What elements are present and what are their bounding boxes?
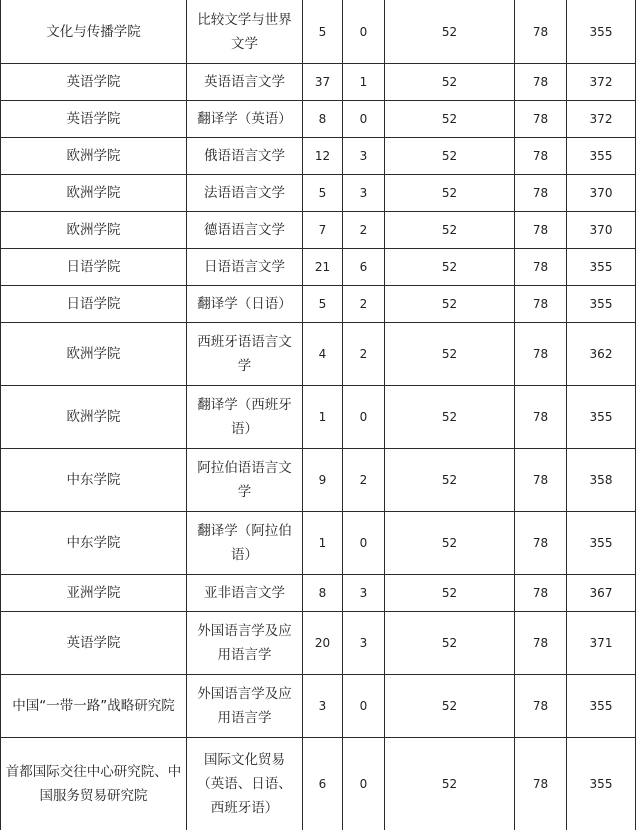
table-row — [1, 386, 636, 449]
major-cell: 德语语言文学 — [187, 212, 303, 249]
school-cell: 英语学院 — [1, 101, 187, 138]
school-cell: 中东学院 — [1, 449, 187, 512]
line-a-cell: 52 — [385, 249, 515, 286]
table-row — [1, 175, 636, 212]
other-cell: 0 — [343, 512, 385, 575]
school-cell: 欧洲学院 — [1, 386, 187, 449]
line-b-cell: 78 — [515, 386, 567, 449]
school-cell: 英语学院 — [1, 64, 187, 101]
enrolled-cell: 4 — [303, 323, 343, 386]
other-cell: 3 — [343, 138, 385, 175]
table-body — [1, 0, 636, 830]
other-cell: 1 — [343, 64, 385, 101]
enrolled-cell: 8 — [303, 101, 343, 138]
major-cell: 外国语言学及应用语言学 — [187, 675, 303, 738]
line-a-cell: 52 — [385, 138, 515, 175]
table-row — [1, 612, 636, 675]
line-a-cell: 52 — [385, 175, 515, 212]
enrolled-cell: 3 — [303, 675, 343, 738]
enrolled-cell: 5 — [303, 286, 343, 323]
school-cell: 文化与传播学院 — [1, 0, 187, 64]
line-b-cell: 78 — [515, 575, 567, 612]
major-cell: 翻译学（阿拉伯语） — [187, 512, 303, 575]
table-row — [1, 212, 636, 249]
total-cell: 355 — [567, 138, 636, 175]
line-a-cell: 52 — [385, 738, 515, 830]
line-a-cell: 52 — [385, 512, 515, 575]
table-row — [1, 738, 636, 830]
other-cell: 0 — [343, 101, 385, 138]
other-cell: 0 — [343, 0, 385, 64]
enrolled-cell: 1 — [303, 512, 343, 575]
table-row — [1, 323, 636, 386]
enrolled-cell: 20 — [303, 612, 343, 675]
line-a-cell: 52 — [385, 675, 515, 738]
total-cell: 367 — [567, 575, 636, 612]
line-b-cell: 78 — [515, 212, 567, 249]
table-row — [1, 575, 636, 612]
line-b-cell: 78 — [515, 175, 567, 212]
school-cell: 欧洲学院 — [1, 323, 187, 386]
major-cell: 日语语言文学 — [187, 249, 303, 286]
total-cell: 370 — [567, 212, 636, 249]
school-cell: 日语学院 — [1, 286, 187, 323]
other-cell: 2 — [343, 212, 385, 249]
line-b-cell: 78 — [515, 0, 567, 64]
total-cell: 355 — [567, 512, 636, 575]
line-b-cell: 78 — [515, 675, 567, 738]
line-b-cell: 78 — [515, 449, 567, 512]
school-cell: 英语学院 — [1, 612, 187, 675]
other-cell: 0 — [343, 675, 385, 738]
total-cell: 358 — [567, 449, 636, 512]
major-cell: 国际文化贸易（英语、日语、西班牙语） — [187, 738, 303, 830]
school-cell: 亚洲学院 — [1, 575, 187, 612]
total-cell: 362 — [567, 323, 636, 386]
total-cell: 355 — [567, 386, 636, 449]
other-cell: 3 — [343, 575, 385, 612]
table-row — [1, 512, 636, 575]
total-cell: 355 — [567, 249, 636, 286]
line-a-cell: 52 — [385, 323, 515, 386]
other-cell: 2 — [343, 323, 385, 386]
enrolled-cell: 9 — [303, 449, 343, 512]
major-cell: 外国语言学及应用语言学 — [187, 612, 303, 675]
line-b-cell: 78 — [515, 512, 567, 575]
school-cell: 欧洲学院 — [1, 138, 187, 175]
school-cell: 日语学院 — [1, 249, 187, 286]
major-cell: 翻译学（英语） — [187, 101, 303, 138]
major-cell: 亚非语言文学 — [187, 575, 303, 612]
enrolled-cell: 12 — [303, 138, 343, 175]
enrolled-cell: 5 — [303, 0, 343, 64]
table-row — [1, 449, 636, 512]
table-row — [1, 675, 636, 738]
other-cell: 3 — [343, 175, 385, 212]
enrolled-cell: 7 — [303, 212, 343, 249]
line-a-cell: 52 — [385, 212, 515, 249]
line-a-cell: 52 — [385, 64, 515, 101]
total-cell: 372 — [567, 64, 636, 101]
major-cell: 西班牙语语言文学 — [187, 323, 303, 386]
line-b-cell: 78 — [515, 738, 567, 830]
table-row — [1, 0, 636, 64]
major-cell: 英语语言文学 — [187, 64, 303, 101]
line-a-cell: 52 — [385, 575, 515, 612]
line-b-cell: 78 — [515, 64, 567, 101]
line-a-cell: 52 — [385, 612, 515, 675]
line-a-cell: 52 — [385, 449, 515, 512]
line-a-cell: 52 — [385, 386, 515, 449]
major-cell: 翻译学（日语） — [187, 286, 303, 323]
table-row — [1, 286, 636, 323]
line-b-cell: 78 — [515, 286, 567, 323]
major-cell: 比较文学与世界文学 — [187, 0, 303, 64]
line-a-cell: 52 — [385, 0, 515, 64]
other-cell: 0 — [343, 738, 385, 830]
enrolled-cell: 6 — [303, 738, 343, 830]
line-b-cell: 78 — [515, 101, 567, 138]
line-b-cell: 78 — [515, 612, 567, 675]
school-cell: 欧洲学院 — [1, 212, 187, 249]
total-cell: 372 — [567, 101, 636, 138]
total-cell: 355 — [567, 675, 636, 738]
school-cell: 欧洲学院 — [1, 175, 187, 212]
total-cell: 370 — [567, 175, 636, 212]
total-cell: 355 — [567, 286, 636, 323]
table-row — [1, 101, 636, 138]
other-cell: 0 — [343, 386, 385, 449]
table-row — [1, 138, 636, 175]
table-row — [1, 249, 636, 286]
line-b-cell: 78 — [515, 323, 567, 386]
enrolled-cell: 21 — [303, 249, 343, 286]
school-cell: 中东学院 — [1, 512, 187, 575]
line-a-cell: 52 — [385, 286, 515, 323]
other-cell: 3 — [343, 612, 385, 675]
enrolled-cell: 8 — [303, 575, 343, 612]
line-b-cell: 78 — [515, 138, 567, 175]
enrolled-cell: 5 — [303, 175, 343, 212]
other-cell: 2 — [343, 286, 385, 323]
enrolled-cell: 37 — [303, 64, 343, 101]
total-cell: 355 — [567, 738, 636, 830]
total-cell: 371 — [567, 612, 636, 675]
line-b-cell: 78 — [515, 249, 567, 286]
school-cell: 中国“一带一路”战略研究院 — [1, 675, 187, 738]
major-cell: 法语语言文学 — [187, 175, 303, 212]
line-a-cell: 52 — [385, 101, 515, 138]
table-row — [1, 64, 636, 101]
major-cell: 阿拉伯语语言文学 — [187, 449, 303, 512]
total-cell: 355 — [567, 0, 636, 64]
major-cell: 翻译学（西班牙语） — [187, 386, 303, 449]
enrolled-cell: 1 — [303, 386, 343, 449]
other-cell: 6 — [343, 249, 385, 286]
school-cell: 首都国际交往中心研究院、中国服务贸易研究院 — [1, 738, 187, 830]
major-cell: 俄语语言文学 — [187, 138, 303, 175]
other-cell: 2 — [343, 449, 385, 512]
